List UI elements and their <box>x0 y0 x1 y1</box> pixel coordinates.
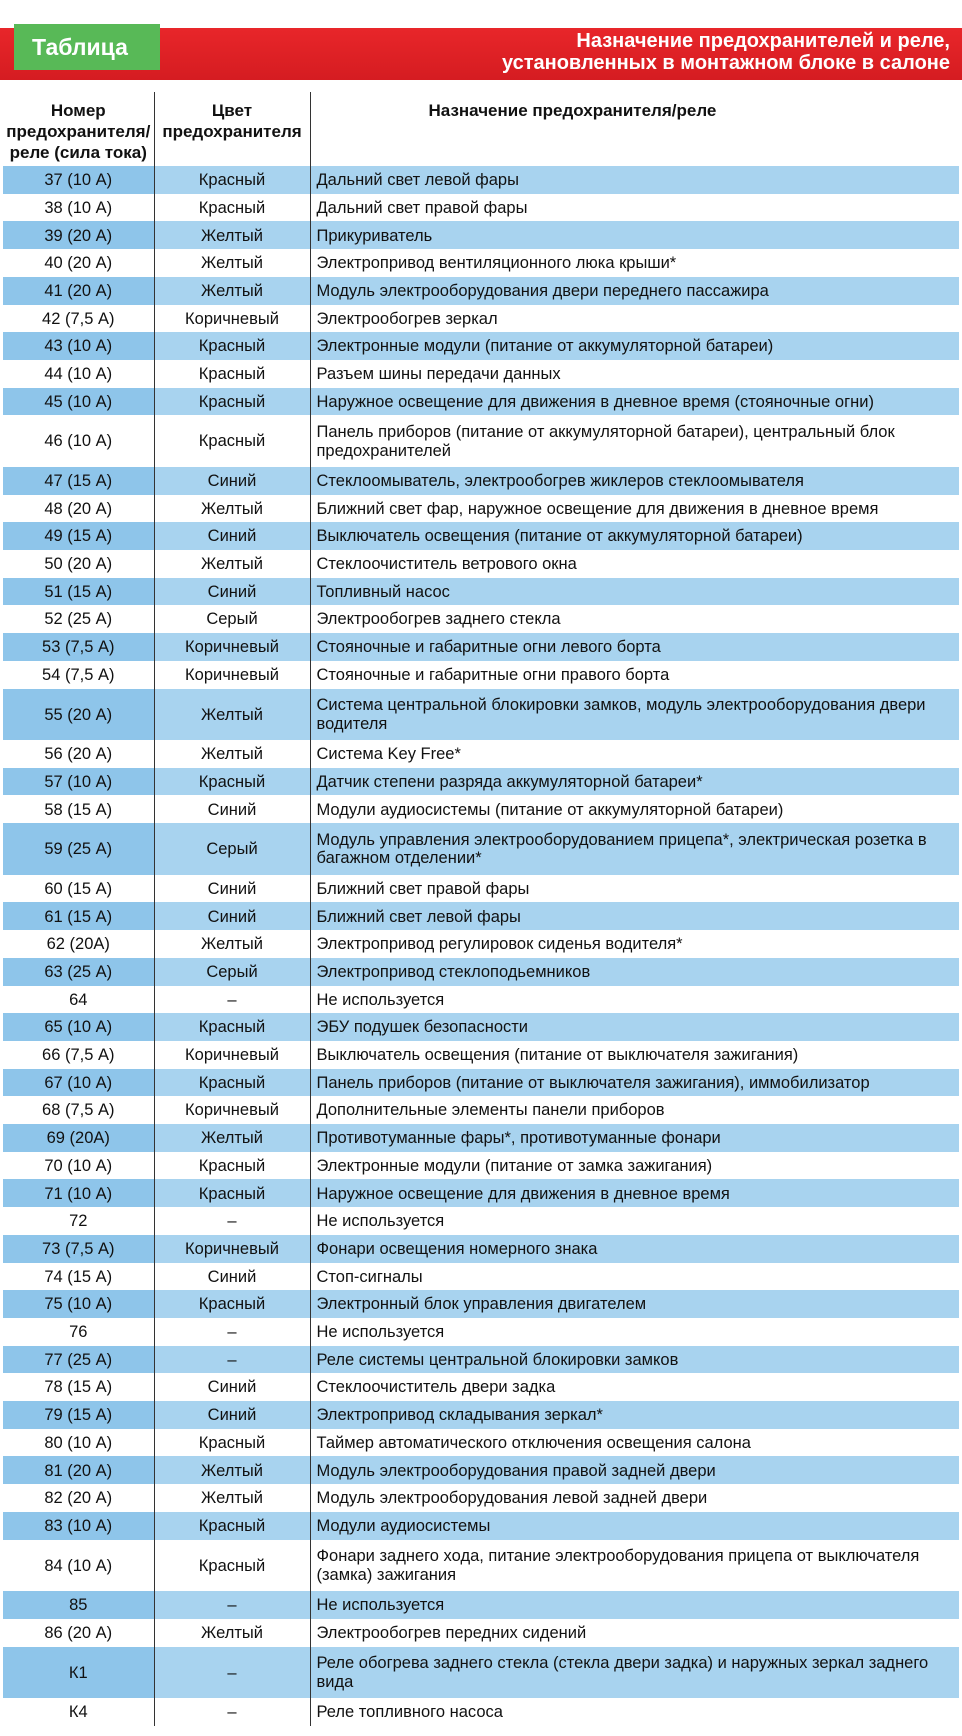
fuse-color-cell: Красный <box>154 1540 310 1592</box>
fuse-color-cell: Красный <box>154 1512 310 1540</box>
fuse-purpose-cell: Стеклоочиститель двери задка <box>310 1373 959 1401</box>
table-row <box>3 902 959 930</box>
fuse-color-cell: – <box>154 1647 310 1699</box>
table-row <box>3 1290 959 1318</box>
fuse-number-cell: 83 (10 А) <box>3 1512 154 1540</box>
fuse-number-cell: 60 (15 А) <box>3 875 154 903</box>
table-row <box>3 1373 959 1401</box>
fuse-color-cell: Желтый <box>154 689 310 741</box>
fuse-color-cell: Коричневый <box>154 1235 310 1263</box>
fuse-purpose-cell: Электрообогрев зеркал <box>310 305 959 333</box>
fuse-color-cell: Коричневый <box>154 1096 310 1124</box>
fuse-number-cell: 49 (15 А) <box>3 522 154 550</box>
fuse-purpose-cell: Стоп-сигналы <box>310 1263 959 1291</box>
table-row <box>3 1207 959 1235</box>
fuse-number-cell: 48 (20 А) <box>3 495 154 523</box>
fuse-purpose-cell: Электропривод регулировок сиденья водителя* <box>310 930 959 958</box>
fuse-color-cell: Красный <box>154 1179 310 1207</box>
table-row <box>3 495 959 523</box>
fuse-purpose-cell: Дальний свет левой фары <box>310 166 959 194</box>
fuse-color-cell: Желтый <box>154 221 310 249</box>
fuse-number-cell: 53 (7,5 А) <box>3 633 154 661</box>
table-row <box>3 221 959 249</box>
fuse-color-cell: Желтый <box>154 1619 310 1647</box>
table-row <box>3 194 959 222</box>
table-row <box>3 1591 959 1619</box>
fuse-number-cell: 86 (20 А) <box>3 1619 154 1647</box>
fuse-purpose-cell: Топливный насос <box>310 578 959 606</box>
fuse-color-cell: Синий <box>154 1373 310 1401</box>
table-body <box>3 166 959 1726</box>
fuse-number-cell: 39 (20 А) <box>3 221 154 249</box>
fuse-number-cell: 82 (20 А) <box>3 1484 154 1512</box>
fuse-color-cell: Желтый <box>154 550 310 578</box>
fuse-number-cell: 62 (20А) <box>3 930 154 958</box>
fuse-purpose-cell: Реле топливного насоса <box>310 1698 959 1726</box>
fuse-number-cell: К4 <box>3 1698 154 1726</box>
fuse-purpose-cell: Модуль электрооборудования двери переднего пассажира <box>310 277 959 305</box>
fuse-number-cell: К1 <box>3 1647 154 1699</box>
fuse-color-cell: Красный <box>154 166 310 194</box>
fuse-number-cell: 66 (7,5 А) <box>3 1041 154 1069</box>
fuse-color-cell: Желтый <box>154 1484 310 1512</box>
fuse-purpose-cell: Ближний свет правой фары <box>310 875 959 903</box>
table-row <box>3 1263 959 1291</box>
fuse-number-cell: 38 (10 А) <box>3 194 154 222</box>
fuse-number-cell: 70 (10 А) <box>3 1152 154 1180</box>
fuse-color-cell: – <box>154 1698 310 1726</box>
table-title-line-1: Назначение предохранителей и реле, <box>576 30 950 52</box>
fuse-number-cell: 63 (25 А) <box>3 958 154 986</box>
fuse-purpose-cell: Электрообогрев передних сидений <box>310 1619 959 1647</box>
fuse-color-cell: – <box>154 1591 310 1619</box>
table-row <box>3 1647 959 1699</box>
fuse-number-cell: 58 (15 А) <box>3 795 154 823</box>
table-row <box>3 1484 959 1512</box>
table-header-banner <box>0 0 962 86</box>
table-row <box>3 415 959 467</box>
fuse-purpose-cell: Противотуманные фары*, противотуманные фонари <box>310 1124 959 1152</box>
table-row <box>3 522 959 550</box>
fuse-purpose-cell: Не используется <box>310 1207 959 1235</box>
table-row <box>3 277 959 305</box>
fuse-number-cell: 85 <box>3 1591 154 1619</box>
fuse-purpose-cell: Модуль электрооборудования левой задней двери <box>310 1484 959 1512</box>
fuse-color-cell: Желтый <box>154 277 310 305</box>
fuse-color-cell: Желтый <box>154 1124 310 1152</box>
fuse-color-cell: Синий <box>154 795 310 823</box>
fuse-number-cell: 37 (10 А) <box>3 166 154 194</box>
fuse-color-cell: Коричневый <box>154 661 310 689</box>
fuse-color-cell: Красный <box>154 1429 310 1457</box>
fuse-purpose-cell: Реле обогрева заднего стекла (стекла двери задка) и наружных зеркал заднего вида <box>310 1647 959 1699</box>
fuse-purpose-cell: Стояночные и габаритные огни правого борта <box>310 661 959 689</box>
fuse-number-cell: 45 (10 А) <box>3 388 154 416</box>
table-row <box>3 1401 959 1429</box>
fuse-purpose-cell: Модули аудиосистемы <box>310 1512 959 1540</box>
table-row <box>3 661 959 689</box>
table-row <box>3 1619 959 1647</box>
fuse-purpose-cell: Дополнительные элементы панели приборов <box>310 1096 959 1124</box>
fuse-color-cell: Серый <box>154 823 310 875</box>
fuse-color-cell: Красный <box>154 1290 310 1318</box>
fuse-color-cell: Желтый <box>154 249 310 277</box>
fuse-purpose-cell: Электропривод стеклоподьемников <box>310 958 959 986</box>
table-row <box>3 249 959 277</box>
fuse-color-cell: Красный <box>154 388 310 416</box>
table-row <box>3 1096 959 1124</box>
fuse-number-cell: 59 (25 А) <box>3 823 154 875</box>
table-row <box>3 689 959 741</box>
table-row <box>3 823 959 875</box>
column-header-number: Номер предохранителя/ реле (сила тока) <box>3 92 154 166</box>
fuse-purpose-cell: Датчик степени разряда аккумуляторной батареи* <box>310 768 959 796</box>
table-row <box>3 166 959 194</box>
fuse-purpose-cell: Выключатель освещения (питание от выключателя зажигания) <box>310 1041 959 1069</box>
fuse-color-cell: Синий <box>154 467 310 495</box>
fuse-purpose-cell: Электронные модули (питание от аккумуляторной батареи) <box>310 332 959 360</box>
table-row <box>3 1041 959 1069</box>
fuse-purpose-cell: Дальний свет правой фары <box>310 194 959 222</box>
fuse-number-cell: 44 (10 А) <box>3 360 154 388</box>
fuse-color-cell: Красный <box>154 415 310 467</box>
fuse-purpose-cell: Стеклоочиститель ветрового окна <box>310 550 959 578</box>
fuse-number-cell: 55 (20 А) <box>3 689 154 741</box>
fuse-purpose-cell: Не используется <box>310 1318 959 1346</box>
table-row <box>3 1429 959 1457</box>
fuse-purpose-cell: Наружное освещение для движения в дневное время <box>310 1179 959 1207</box>
fuse-color-cell: Синий <box>154 902 310 930</box>
fuse-number-cell: 77 (25 А) <box>3 1346 154 1374</box>
fuse-purpose-cell: Фонари заднего хода, питание электрооборудования прицепа от выключателя (замка) зажигания <box>310 1540 959 1592</box>
fuse-number-cell: 72 <box>3 1207 154 1235</box>
fuse-color-cell: Синий <box>154 522 310 550</box>
fuse-color-cell: Красный <box>154 1069 310 1097</box>
fuse-number-cell: 42 (7,5 А) <box>3 305 154 333</box>
table-row <box>3 1179 959 1207</box>
table-row <box>3 930 959 958</box>
fuse-purpose-cell: Электропривод складывания зеркал* <box>310 1401 959 1429</box>
fuse-purpose-cell: Система Key Free* <box>310 740 959 768</box>
fuse-color-cell: Синий <box>154 1263 310 1291</box>
fuse-purpose-cell: Фонари освещения номерного знака <box>310 1235 959 1263</box>
fuse-number-cell: 78 (15 А) <box>3 1373 154 1401</box>
table-row <box>3 1318 959 1346</box>
fuse-number-cell: 61 (15 А) <box>3 902 154 930</box>
fuse-number-cell: 74 (15 А) <box>3 1263 154 1291</box>
table-row <box>3 1456 959 1484</box>
fuse-color-cell: – <box>154 1346 310 1374</box>
table-row <box>3 467 959 495</box>
fuse-number-cell: 54 (7,5 А) <box>3 661 154 689</box>
table-row <box>3 332 959 360</box>
fuse-number-cell: 52 (25 А) <box>3 605 154 633</box>
fuse-color-cell: Красный <box>154 332 310 360</box>
table-row <box>3 740 959 768</box>
fuse-color-cell: Красный <box>154 360 310 388</box>
table-row <box>3 578 959 606</box>
fuse-number-cell: 68 (7,5 А) <box>3 1096 154 1124</box>
fuse-color-cell: Красный <box>154 194 310 222</box>
fuse-number-cell: 40 (20 А) <box>3 249 154 277</box>
fuse-purpose-cell: Электронный блок управления двигателем <box>310 1290 959 1318</box>
fuse-color-cell: Желтый <box>154 740 310 768</box>
fuse-number-cell: 51 (15 А) <box>3 578 154 606</box>
fuse-purpose-cell: Модули аудиосистемы (питание от аккумуляторной батареи) <box>310 795 959 823</box>
table-row <box>3 768 959 796</box>
fuse-color-cell: – <box>154 986 310 1014</box>
fuse-color-cell: Синий <box>154 1401 310 1429</box>
fuse-number-cell: 76 <box>3 1318 154 1346</box>
fuse-number-cell: 75 (10 А) <box>3 1290 154 1318</box>
fuse-table <box>3 92 959 1726</box>
fuse-number-cell: 84 (10 А) <box>3 1540 154 1592</box>
fuse-number-cell: 46 (10 А) <box>3 415 154 467</box>
table-row <box>3 1698 959 1726</box>
table-title-line-2: установленных в монтажном блоке в салоне <box>501 52 950 74</box>
table-row <box>3 1346 959 1374</box>
fuse-number-cell: 56 (20 А) <box>3 740 154 768</box>
fuse-number-cell: 43 (10 А) <box>3 332 154 360</box>
table-row <box>3 550 959 578</box>
fuse-color-cell: Желтый <box>154 930 310 958</box>
fuse-number-cell: 69 (20А) <box>3 1124 154 1152</box>
column-header-purpose: Назначение предохранителя/реле <box>310 92 959 166</box>
fuse-purpose-cell: Реле системы центральной блокировки замков <box>310 1346 959 1374</box>
fuse-number-cell: 64 <box>3 986 154 1014</box>
fuse-number-cell: 73 (7,5 А) <box>3 1235 154 1263</box>
fuse-color-cell: Серый <box>154 958 310 986</box>
fuse-purpose-cell: Ближний свет левой фары <box>310 902 959 930</box>
table-row <box>3 875 959 903</box>
fuse-number-cell: 41 (20 А) <box>3 277 154 305</box>
fuse-color-cell: Коричневый <box>154 305 310 333</box>
fuse-color-cell: Красный <box>154 768 310 796</box>
table-row <box>3 633 959 661</box>
table-row <box>3 795 959 823</box>
table-row <box>3 1124 959 1152</box>
fuse-color-cell: Желтый <box>154 1456 310 1484</box>
fuse-number-cell: 80 (10 А) <box>3 1429 154 1457</box>
fuse-purpose-cell: Стояночные и габаритные огни левого борта <box>310 633 959 661</box>
fuse-number-cell: 71 (10 А) <box>3 1179 154 1207</box>
fuse-purpose-cell: Наружное освещение для движения в дневное время (стояночные огни) <box>310 388 959 416</box>
fuse-purpose-cell: Таймер автоматического отключения освещения салона <box>310 1429 959 1457</box>
fuse-color-cell: Желтый <box>154 495 310 523</box>
fuse-purpose-cell: Электрообогрев заднего стекла <box>310 605 959 633</box>
table-row <box>3 605 959 633</box>
fuse-color-cell: – <box>154 1207 310 1235</box>
table-row <box>3 1152 959 1180</box>
table-row <box>3 958 959 986</box>
fuse-purpose-cell: Разъем шины передачи данных <box>310 360 959 388</box>
fuse-purpose-cell: Панель приборов (питание от аккумуляторной батареи), центральный блок предохранителей <box>310 415 959 467</box>
table-header-row <box>3 92 959 166</box>
fuse-purpose-cell: Стеклоомыватель, электрообогрев жиклеров стеклоомывателя <box>310 467 959 495</box>
fuse-number-cell: 50 (20 А) <box>3 550 154 578</box>
fuse-number-cell: 79 (15 А) <box>3 1401 154 1429</box>
table-number-label: Таблица <box>14 24 160 70</box>
table-row <box>3 986 959 1014</box>
fuse-color-cell: Коричневый <box>154 633 310 661</box>
fuse-purpose-cell: Не используется <box>310 986 959 1014</box>
fuse-purpose-cell: Ближний свет фар, наружное освещение для движения в дневное время <box>310 495 959 523</box>
fuse-purpose-cell: Выключатель освещения (питание от аккумуляторной батареи) <box>310 522 959 550</box>
table-row <box>3 1540 959 1592</box>
fuse-color-cell: Синий <box>154 875 310 903</box>
table-row <box>3 305 959 333</box>
fuse-purpose-cell: Не используется <box>310 1591 959 1619</box>
fuse-purpose-cell: Электронные модули (питание от замка зажигания) <box>310 1152 959 1180</box>
table-title <box>430 30 950 74</box>
fuse-color-cell: Коричневый <box>154 1041 310 1069</box>
fuse-color-cell: Красный <box>154 1013 310 1041</box>
fuse-color-cell: Красный <box>154 1152 310 1180</box>
fuse-number-cell: 57 (10 А) <box>3 768 154 796</box>
fuse-color-cell: Серый <box>154 605 310 633</box>
fuse-purpose-cell: Система центральной блокировки замков, модуль электрооборудования двери водителя <box>310 689 959 741</box>
table-row <box>3 1013 959 1041</box>
column-header-color: Цвет предохранителя <box>154 92 310 166</box>
fuse-table-container <box>3 92 959 1726</box>
fuse-number-cell: 81 (20 А) <box>3 1456 154 1484</box>
fuse-purpose-cell: Электропривод вентиляционного люка крыши* <box>310 249 959 277</box>
fuse-number-cell: 67 (10 А) <box>3 1069 154 1097</box>
table-row <box>3 1235 959 1263</box>
fuse-purpose-cell: Панель приборов (питание от выключателя зажигания), иммобилизатор <box>310 1069 959 1097</box>
fuse-color-cell: – <box>154 1318 310 1346</box>
fuse-purpose-cell: Модуль электрооборудования правой задней двери <box>310 1456 959 1484</box>
fuse-number-cell: 47 (15 А) <box>3 467 154 495</box>
fuse-purpose-cell: Модуль управления электрооборудованием прицепа*, электрическая розетка в багажном отделении* <box>310 823 959 875</box>
fuse-purpose-cell: ЭБУ подушек безопасности <box>310 1013 959 1041</box>
table-row <box>3 1069 959 1097</box>
table-row <box>3 388 959 416</box>
fuse-number-cell: 65 (10 А) <box>3 1013 154 1041</box>
fuse-purpose-cell: Прикуриватель <box>310 221 959 249</box>
table-row <box>3 360 959 388</box>
fuse-color-cell: Синий <box>154 578 310 606</box>
table-row <box>3 1512 959 1540</box>
